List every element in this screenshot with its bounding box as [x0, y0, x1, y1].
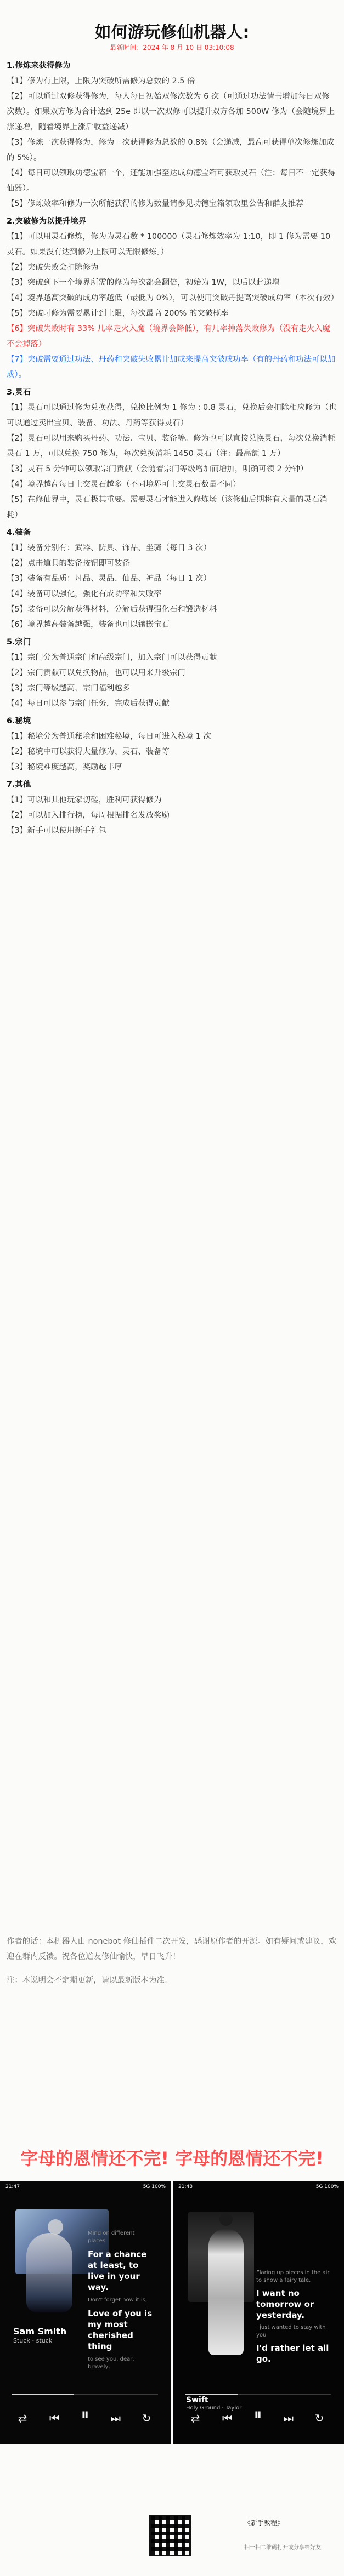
next-icon[interactable]: ⏭: [111, 2412, 121, 2425]
progress-bar[interactable]: [185, 2394, 331, 2395]
artist-name: Stuck - stuck: [13, 2337, 53, 2344]
content-line: 【4】每日可以领取功德宝箱一个，还能加强至达成功德宝箱可获取灵石（注：每日不一定获得仙器）。: [7, 169, 336, 193]
section-title: 3.灵石: [7, 388, 31, 397]
section-title: 1.修炼来获得修为: [7, 61, 71, 70]
progress-fill: [12, 2394, 74, 2395]
pause-icon[interactable]: ⏸: [81, 2405, 89, 2424]
footer: [0, 2510, 344, 2559]
content-line: 【2】可以加入排行榜，每周根据排名发放奖励: [7, 811, 170, 820]
lyric-line-dim: to see you, dear, bravely,: [88, 2356, 134, 2370]
content-line: 【2】突破失败会扣除修为: [7, 263, 99, 272]
lyric-line-main: Love of you is my most cherished thing: [88, 2309, 153, 2351]
content-line: 【1】可以和其他玩家切磋，胜利可获得修为: [7, 796, 162, 804]
content-line: 【1】装备分别有：武器、防具、饰品、坐骑（每日 3 次）: [7, 544, 211, 552]
quote-line: 注：本说明会不定期更新，请以最新版本为准。: [7, 1975, 173, 1985]
qr-code-icon: [149, 2515, 191, 2556]
section-title: 7.其他: [7, 780, 31, 789]
artist-name: Holy Ground · Taylor: [186, 2405, 242, 2411]
next-icon[interactable]: ⏭: [284, 2412, 294, 2425]
lyric-line-dim: Don't forget how it is,: [88, 2297, 148, 2303]
content-line: 【2】宗门贡献可以兑换物品，也可以用来升级宗门: [7, 669, 185, 677]
quote-line: 作者的话：本机器人由 nonebot 修仙插件二次开发，感谢原作者的开源。如有疑问或建议，欢迎在群内反馈。祝各位道友修仙愉快，早日飞升！: [7, 1937, 337, 1962]
content-line: 【1】修为有上限，上限为突破所需修为总数的 2.5 倍: [7, 77, 195, 85]
content-line: 【3】灵石 5 分钟可以领取宗门贡献（会随着宗门等级增加而增加，明确可领 2 分钟）: [7, 465, 308, 473]
song-title: Sam Smith: [13, 2326, 67, 2337]
lyrics-panel: [256, 2266, 333, 2403]
slogan-left: 字母的恩情还不完!: [20, 2148, 169, 2169]
content-line: 【4】装备可以强化，强化有成功率和失败率: [7, 590, 162, 598]
playback-controls: [12, 2404, 158, 2431]
content-line: 【2】灵石可以用来购买丹药、功法、宝贝、装备等。修为也可以直接兑换灵石，每次兑换消耗灵石 1 万，可以兑换 750 修为，每次兑换消耗 1450 灵石（注：最高额 1 万）: [7, 434, 336, 458]
lyric-line-main: For a chance at least, to live in your way.: [88, 2249, 147, 2292]
lyric-line-main: I'd rather let all go.: [256, 2343, 329, 2364]
lyric-line-dim: I just wanted to stay with you: [256, 2324, 326, 2338]
content-line: 【3】宗门等级越高，宗门福利越多: [7, 684, 131, 693]
slogan: [0, 2148, 344, 2169]
repeat-icon[interactable]: ↻: [314, 2412, 324, 2425]
content-line: 【5】修炼效率和修为一次所能获得的修为数量请参见功德宝箱领取里公告和群友推荐: [7, 199, 304, 208]
content-line: 【2】秘境中可以获得大量修为、灵石、装备等: [7, 747, 170, 756]
content-line: 【1】可以用灵石修炼，修为为灵石数 * 100000（灵石修炼效率为 1:10，即 1 修为需要 10 灵石。如果没有达到修为上限可以无限修炼。）: [7, 232, 331, 256]
slogan-right: 字母的恩情还不完!: [175, 2148, 324, 2169]
page-title: 如何游玩修仙机器人:: [94, 23, 250, 42]
content-line: 【5】突破时修为需要累计到上限，每次最高 200% 的突破概率: [7, 309, 229, 318]
update-time: 最新时间：2024 年 8 月 10 日 03:10:08: [110, 44, 234, 52]
music-player-left: [0, 2181, 171, 2444]
shuffle-icon[interactable]: ⇄: [190, 2412, 200, 2425]
section-title: 2.突破修为以提升境界: [7, 217, 86, 226]
content-line: 【4】境界越高突破的成功率越低（最低为 0%），可以使用突破丹提高突破成功率（本次有效）: [7, 294, 339, 302]
content-line: 【2】点击道具的装备按钮即可装备: [7, 559, 131, 568]
footer-text: 扫一扫二维码打开或分享给好友: [244, 2545, 321, 2551]
content-line: 【6】突破失败时有 33% 几率走火入魔（境界会降低），有几率掉落失败修为（没有走火入魔不会掉落）: [7, 324, 330, 349]
content-line: 【1】秘境分为普通秘境和困难秘境，每日可进入秘境 1 次: [7, 732, 211, 741]
content-line: 【7】突破需要通过功法、丹药和突破失败累计加成来提高突破成功率（有的丹药和功法可以加成）。: [7, 355, 336, 379]
music-player-right: [173, 2181, 344, 2444]
section-title: 5.宗门: [7, 638, 31, 647]
status-time: 21:48: [178, 2184, 193, 2190]
content-line: 【3】新手可以使用新手礼包: [7, 826, 106, 835]
status-signal: 5G 100%: [315, 2184, 339, 2190]
playback-controls: [185, 2404, 331, 2431]
previous-icon[interactable]: ⏮: [49, 2412, 59, 2425]
progress-fill: [185, 2394, 238, 2395]
content-line: 【5】装备可以分解获得材料，分解后获得强化石和锻造材料: [7, 605, 217, 614]
content-line: 【3】修炼一次获得修为，修为一次获得修为总数的 0.8%（会递减，最高可获得单次修炼加成的 5%）。: [7, 138, 335, 162]
content-body: [7, 58, 337, 838]
status-time: 21:47: [5, 2184, 20, 2190]
content-line: 【1】灵石可以通过修为兑换获得，兑换比例为 1 修为 : 0.8 灵石，兑换后会扣除相应修为（也可以通过卖出宝贝、装备、功法、丹药等获得灵石）: [7, 403, 337, 427]
status-signal: 5G 100%: [143, 2184, 166, 2190]
album-figure-icon: [208, 2229, 244, 2355]
album-figure-icon: [26, 2233, 72, 2312]
content-line: 【4】每日可以参与宗门任务，完成后获得贡献: [7, 699, 170, 708]
content-line: 【3】秘境难度越高，奖励越丰厚: [7, 763, 122, 772]
content-line: 【3】装备有品质：凡品、灵品、仙品、神品（每日 1 次）: [7, 574, 211, 583]
album-head-icon: [219, 2213, 233, 2226]
content-line: 【6】境界越高装备越强，装备也可以镶嵌宝石: [7, 620, 170, 629]
lyric-line-dim: Mind on different places: [88, 2230, 135, 2244]
repeat-icon[interactable]: ↻: [142, 2412, 151, 2425]
album-head-icon: [48, 2219, 63, 2235]
music-screenshots: [0, 2181, 344, 2444]
footer-brand: 《新手教程》: [244, 2519, 284, 2527]
section-title: 4.装备: [7, 528, 31, 537]
progress-bar[interactable]: [12, 2394, 158, 2395]
content-line: 【3】突破到下一个境界所需的修为每次都会翻倍，初始为 1W，以后以此递增: [7, 278, 280, 287]
content-line: 【1】宗门分为普通宗门和高级宗门，加入宗门可以获得贡献: [7, 653, 217, 662]
pause-icon[interactable]: ⏸: [253, 2405, 262, 2424]
content-line: 【2】可以通过双修获得修为，每人每日初始双修次数为 6 次（可通过功法情书增加每日双修次数）。如果双方修为合计达到 25e 即以一次双修可以提升双方各加 500W 修为（会随境界上涨递增，随着境界上涨后收益递减）: [7, 92, 335, 132]
shuffle-icon[interactable]: ⇄: [18, 2412, 27, 2425]
section-title: 6.秘境: [7, 717, 31, 726]
previous-icon[interactable]: ⏮: [222, 2412, 232, 2425]
content-line: 【5】在修仙界中，灵石极其重要。需要灵石才能进入修炼场（该修仙后期将有大量的灵石消耗）: [7, 495, 328, 519]
author-note: [7, 1926, 337, 1996]
lyrics-panel: [88, 2226, 154, 2370]
content-line: 【4】境界越高每日上交灵石越多（不同境界可上交灵石数量不同）: [7, 480, 241, 489]
lyric-line-main: I want no tomorrow or yesterday.: [256, 2288, 314, 2320]
song-title: Swift: [186, 2396, 208, 2404]
lyric-line-dim: Flaring up pieces in the air to show a fairy tale.: [256, 2270, 330, 2283]
